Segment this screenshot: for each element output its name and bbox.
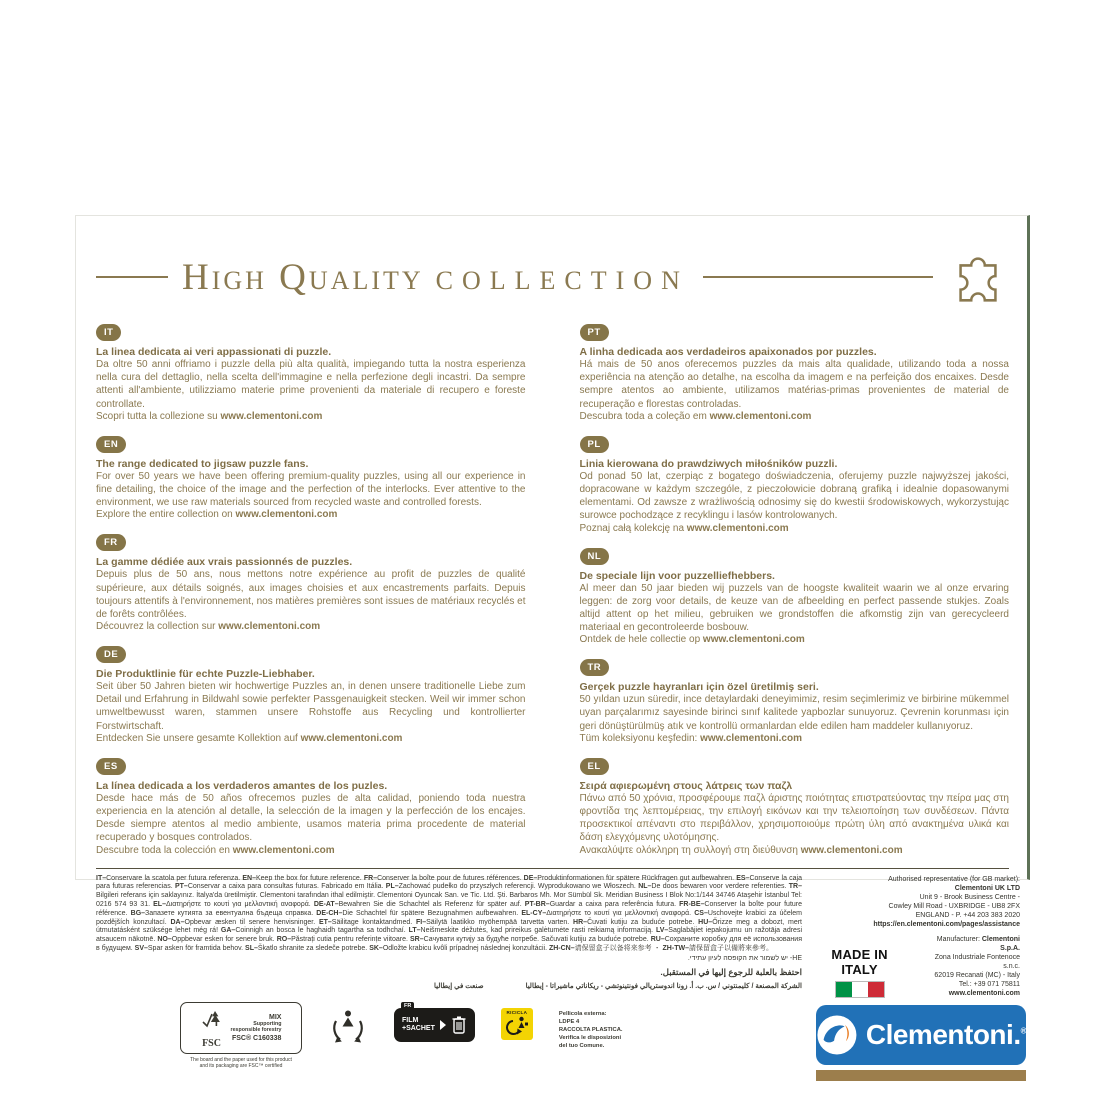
- arabic-keep-box-line: احتفظ بالعلبة للرجوع إليها في المستقبل.: [660, 966, 802, 977]
- manufacturer-address-1: Zona Industriale Fontenoce s.n.c.: [934, 953, 1020, 970]
- manufacturer-address-2: 62019 Recanati (MC) - Italy: [934, 971, 1020, 979]
- manufacturer-name: Clementoni S.p.A.: [981, 935, 1020, 952]
- section-body: Há mais de 50 anos oferecemos puzzles da mais alta qualidade, utilizando toda a nossa experiência na atenção ao detalhe, na escolha da imagem e na perfeição dos encaixes. Desde sempre atentos ao ambiente, utilizamos matérias-primas provenientes de material de recuperação e florestas controladas.: [579, 359, 1009, 410]
- italian-flag-icon: [835, 981, 885, 998]
- section-heading: Σειρά αφιερωμένη στους λάτρεις των παζλ: [579, 779, 793, 792]
- collection-url: www.clementoni.com: [232, 844, 335, 856]
- collection-url: www.clementoni.com: [235, 509, 338, 521]
- assistance-url: https://en.clementoni.com/pages/assistance: [873, 920, 1020, 928]
- gb-rep-phone: ENGLAND - P. +44 203 383 2020: [915, 911, 1020, 919]
- plastic-collection-note: Pellicola esterna: LDPE 4 RACCOLTA PLASTICA. Verifica le disposizioni del tuo Comune.: [558, 1010, 623, 1050]
- clementoni-logo: [816, 1005, 1026, 1065]
- section-heading: The range dedicated to jigsaw puzzle fans.: [96, 457, 309, 470]
- fsc-caption: The board and the paper used for this product and its packaging are FSC™ certified: [190, 1056, 292, 1070]
- manufacturer-phone: Tel.: +39 071 75811: [958, 980, 1020, 988]
- section-cta: Ανακαλύψτε ολόκληρη τη συλλογή στη διεύθυνση www.clementoni.com: [579, 844, 903, 856]
- section-heading: Linia kierowana do prawdziwych miłośników puzzli.: [579, 457, 838, 470]
- section-heading: La gamme dédiée aux vrais passionnés de puzzles.: [96, 556, 353, 569]
- plastic-recycle-icon: [501, 1008, 533, 1040]
- collection-url: www.clementoni.com: [686, 522, 789, 534]
- section-cta: Ontdek de hele collectie op www.clementoni.com: [579, 634, 805, 646]
- collection-url: www.clementoni.com: [300, 732, 403, 744]
- section-body: Πάνω από 50 χρόνια, προσφέρουμε παζλ άριστης ποιότητας επιστρατεύοντας την πείρα μας στη φροντίδα της λεπτομέρειας, την επιλογή εικόνων και την τελειοποίηση των συνδέσεων. Πάντα προσεκτικοί απέναντι στο περιβάλλον, χρησιμοποιούμε πρώτη ύλη από ανακτημένα υλικά και δάση ελεγχόμενης υλοτόμησης.: [579, 792, 1009, 844]
- made-in-italy-text: MADE IN ITALY: [831, 946, 888, 977]
- language-section: [96, 434, 526, 521]
- language-section: [580, 756, 1010, 856]
- section-cta: Descubre toda la colección en www.clementoni.com: [96, 844, 335, 856]
- section-body: Seit über 50 Jahren bieten wir hochwertige Puzzles an, in denen unsere traditionelle Liebe zum Detail und Erfahrung in Bildwahl sowie perfekter Passgenauigkeit stecken. Weil wir immer schon umweltbewusst waren, stammen unsere Rohstoffe aus Recycling und kontrollierter Forstwirtschaft.: [96, 681, 526, 732]
- language-badge: ES: [96, 758, 126, 775]
- section-body: Od ponad 50 lat, czerpiąc z bogatego doświadczenia, oferujemy puzzle najwyższej jakości, dopracowane w każdym szczególe, z pieczołowicie dobraną grafiką i idealnie dopasowanymi elementami. Od zawsze z wrażliwością odnosimy się do kwestii środowiskowych, wykorzystując surowce pochodzące z recyklingu i lasów kontrolowanych.: [579, 470, 1009, 522]
- puzzle-piece-icon: [947, 248, 1009, 310]
- title-row: [96, 244, 1009, 310]
- section-heading: A linha dedicada aos verdadeiros apaixonados por puzzles.: [579, 346, 877, 358]
- collection-url: www.clementoni.com: [702, 634, 805, 646]
- arabic-company-text: الشركة المصنعة / كليمنتوني / س. ب. أ. زونا اندوستريالي فونتينوتشي - ريكاناتي ماشيراتا - إيطاليا: [525, 982, 802, 990]
- section-cta: Descubra toda a coleção em www.clementoni.com: [579, 410, 812, 422]
- language-sections: [96, 322, 1009, 868]
- fsc-certification: [180, 1002, 302, 1070]
- manufacturer-block: [925, 935, 1020, 998]
- manufacturer-row: [816, 935, 1020, 998]
- section-cta: Scopri tutta la collezione su www.clementoni.com: [96, 410, 323, 422]
- language-section: [580, 322, 1010, 422]
- fsc-tree-icon: [201, 1007, 223, 1049]
- collection-url: www.clementoni.com: [700, 732, 802, 744]
- language-badge: EL: [580, 758, 609, 775]
- section-body: Al meer dan 50 jaar bieden wij puzzels van de hoogste kwaliteit waarin we al onze ervaring leggen: de zorg voor details, de keuze van de afbeelding en perfect passende stukjes. Zoals altijd attent op het milieu, gebruiken we grondstoffen die afkomstig zijn van gerecycleerd materiaal en gecontroleerde bosbouw.: [579, 582, 1009, 634]
- section-cta: Découvrez la collection sur www.clementoni.com: [96, 621, 321, 633]
- section-body: 50 yıldan uzun süredir, ince detaylardaki deneyimimiz, resim seçimlerimiz ve birbirine mükemmel uyan parçalarımız sayesinde birinci sınıf kalitede yapbozlar sunuyoruz. Çevrenin korunması için geri dönüştürülmüş atık ve kontrollü ormanlardan elde edilen ham maddeler kullanıyoruz.: [579, 694, 1009, 732]
- language-badge: TR: [580, 659, 610, 676]
- clementoni-logo-text: Clementoni.®: [865, 1018, 1026, 1050]
- language-badge: NL: [580, 548, 610, 565]
- collection-url: www.clementoni.com: [800, 844, 903, 856]
- section-body: For over 50 years we have been offering premium-quality puzzles, using all our experience in fine detailing, the choice of the image and the perfection of the interlocks. Ever attentive to the environment, we use raw materials sourced from recycled waste and controlled forests.: [96, 470, 526, 509]
- language-section: [96, 322, 526, 422]
- section-body: Depuis plus de 50 ans, nous mettons notre expérience au profit de puzzles de qualité supérieure, aux détails soignés, aux images choisies et aux encastrements parfaits. Depuis toujours attentifs à l'environnement, nos matières premières sont issues de matériaux recyclés et de forêts contrôlées.: [96, 569, 526, 620]
- collection-url: www.clementoni.com: [220, 410, 323, 422]
- language-badge: PL: [580, 436, 609, 453]
- gb-representative-block: [873, 875, 1020, 929]
- language-badge: DE: [96, 646, 126, 663]
- footer-area: [96, 874, 1026, 1081]
- footer-divider: [96, 868, 1009, 869]
- film-sachet-text: FILM +SACHET: [402, 1016, 435, 1032]
- film-sachet-sorting-label: [394, 1002, 475, 1042]
- tidyman-glyph: [504, 1015, 530, 1037]
- language-section: [96, 756, 526, 856]
- arrow-right-icon: [440, 1020, 446, 1030]
- arabic-manufacturer-line: [96, 982, 802, 990]
- section-heading: La linea dedicata ai veri appassionati di puzzle.: [96, 346, 332, 358]
- section-heading: Gerçek puzzle hayranları için özel üretilmiş seri.: [579, 681, 819, 694]
- sorting-bin-icon: [451, 1015, 467, 1035]
- language-column-left: [96, 322, 526, 868]
- gb-rep-intro: Authorised representative (for GB market):: [888, 875, 1020, 883]
- fsc-forestry-line: responsible forestry: [230, 1027, 282, 1034]
- section-cta: Poznaj całą kolekcję na www.clementoni.com: [579, 522, 789, 534]
- section-heading: Die Produktlinie für echte Puzzle-Liebhaber.: [96, 668, 315, 681]
- language-section: [580, 434, 1010, 534]
- language-column-right: [580, 322, 1010, 868]
- section-heading: De speciale lijn voor puzzelliefhebbers.: [579, 569, 775, 582]
- title-high-quality: High Quality: [182, 256, 424, 298]
- title-rule-left: [96, 276, 168, 278]
- fsc-label: [180, 1002, 302, 1054]
- collection-title: [182, 256, 689, 298]
- title-rule-right: [703, 276, 933, 278]
- puzzle-box-back-panel: [75, 215, 1030, 1070]
- gb-rep-name: Clementoni UK LTD: [954, 884, 1020, 892]
- section-cta: Explore the entire collection on www.clementoni.com: [96, 509, 338, 521]
- section-heading: La línea dedicada a los verdaderos amantes de los puzles.: [96, 779, 388, 792]
- box-edge-gold-strip: [816, 1070, 1026, 1081]
- hebrew-keep-box-line: HE- יש לשמור את הקופסה לעיון עתידי.: [687, 954, 802, 962]
- arabic-made-in-italy: صنعت في إيطاليا: [434, 982, 484, 990]
- language-section: [580, 546, 1010, 646]
- language-badge: PT: [580, 324, 609, 341]
- triman-recycling-icon: [328, 1006, 368, 1046]
- language-badge: EN: [96, 436, 126, 453]
- fsc-brand-text: FSC: [202, 1037, 221, 1049]
- registered-mark: ®: [1020, 1026, 1026, 1036]
- gb-rep-address-1: Unit 9 - Brook Business Centre -: [919, 893, 1020, 901]
- fsc-supporting-line: Supporting: [253, 1020, 282, 1027]
- language-badge: FR: [96, 534, 126, 551]
- collection-url: www.clementoni.com: [218, 621, 321, 633]
- fsc-licence-code: FSC® C160338: [231, 1034, 282, 1042]
- language-section: [96, 532, 526, 632]
- section-body: Da oltre 50 anni offriamo i puzzle della più alta qualità, impiegando tutta la nostra esperienza nella cura del dettaglio, nella scelta dell'immagine e nella perfezione degli incastri. Da sempre attenti all'ambiente, utilizziamo materie prime provenienti da materiale di recupero e foreste controllate.: [96, 359, 526, 410]
- fr-country-tag: FR: [401, 1002, 414, 1010]
- section-cta: Tüm koleksiyonu keşfedin: www.clementoni.com: [579, 732, 802, 744]
- footer-left: [96, 875, 802, 1081]
- footer-right: [816, 875, 1026, 1081]
- recycle-label-text: RICICLA: [506, 1009, 528, 1015]
- clementoni-url: www.clementoni.com: [948, 989, 1020, 997]
- made-in-italy-block: [816, 935, 903, 998]
- language-section: [580, 657, 1010, 744]
- collection-url: www.clementoni.com: [709, 410, 812, 422]
- section-body: Desde hace más de 50 años ofrecemos puzles de alta calidad, poniendo toda nuestra experiencia en la atención al detalle, la selección de la imagen y la perfección de los encajes. Desde siempre atentos al medio ambiente, usamos materia prima procedente de material recuperado y bosques controlados.: [96, 792, 526, 844]
- keep-box-fine-print: IT–Conservare la scatola per futura referenza. EN–Keep the box for future reference. FR–Conserver la boîte pour de futures références. DE–Produktinformationen für spätere Rückfragen gut aufbewahren. ES–Conserve la caja para futuras referencias. PT–Conservar a caixa para consultas futuras. Fabricado em Itália. PL–Zachować pudełko do przyszłych referencji. Wyprodukowano we Włoszech. NL–De doos bewaren voor verdere referenties. TR–Bilgileri referans için saklayınız. İtalya'da üretilmiştir. Clementoni tarafından ithal edilmiştir. Clementoni Oyuncak San. ve Tic. Ltd. Şti. Barbaros Mh. Mor Sümbül Sk. Meridian Business I Blok No:1/144 34746 Ataşehir İstanbul Tel: 0216 574 93 31. EL–Διατηρήστε το κουτί για μελλοντική αναφορά. DE-AT–Bewahren Sie die Schachtel als Referenz für später auf. PT-BR–Guardar a caixa para referência futura. FR-BE–Conserver la boîte pour future référence. BG–Запазете кутията за евентуална бъдеща справка. DE-CH–Die Schachtel für spätere Bezugnahmen aufbewahren. EL-CY–Διατηρήστε το κουτί για μελλοντική αναφορά. CS–Uschovejte krabici za účelem pozdějších konzultací. DA–Opbevar æsken til senere henvisninger. ET–Säilitage kontaktandmed. FI–Säilytä laatikko myöhempää tarvetta varten. HR–Čuvati kutiju za buduće potrebe. HU–Őrizze meg a dobozt, mert útmutatásként szüksége lehet még rá! GA–Coinnigh an bosca le haghaidh tagartha sa todhchaí. LT–Neišmeskite dėžutės, kad prireikus galėtumėte rasti reikiamą informaciją. LV–Saglabājiet iepakojumu un ražotāja adresi atsaucem nākotnē. NO–Oppbevar esken for senere bruk. RO–Păstrați cutia pentru referințe viitoare. SR–Сачувати кутију за будуће потребе. Sačuvati kutiju za buduće potrebe. RU–Сохраните коробку для её использования в будущем. SV–Spar asken för framtida behov. SL–Škatlo shranite za sledeče potrebe. SK–Odložte krabicu kvôli prípadnej následnej konzultácii. ZH-CN–请保留盒子以备将来参考 ・ ZH-TW–請保留盒子以備將來參考。: [96, 874, 803, 952]
- section-cta: Entdecken Sie unsere gesamte Kollektion auf www.clementoni.com: [96, 732, 403, 744]
- fsc-mix-label: MIX: [269, 1013, 282, 1021]
- compliance-icons-row: [96, 1002, 802, 1070]
- title-collection: COLLECTION: [435, 265, 689, 295]
- manufacturer-label: Manufacturer:: [936, 935, 982, 943]
- gb-rep-address-2: Cowley Mill Road - UXBRIDGE - UB8 2FX: [888, 902, 1020, 910]
- language-badge: IT: [96, 324, 121, 341]
- language-section: [96, 644, 526, 744]
- fsc-text-block: [231, 1014, 282, 1042]
- clementoni-logo-mark: [816, 1014, 858, 1056]
